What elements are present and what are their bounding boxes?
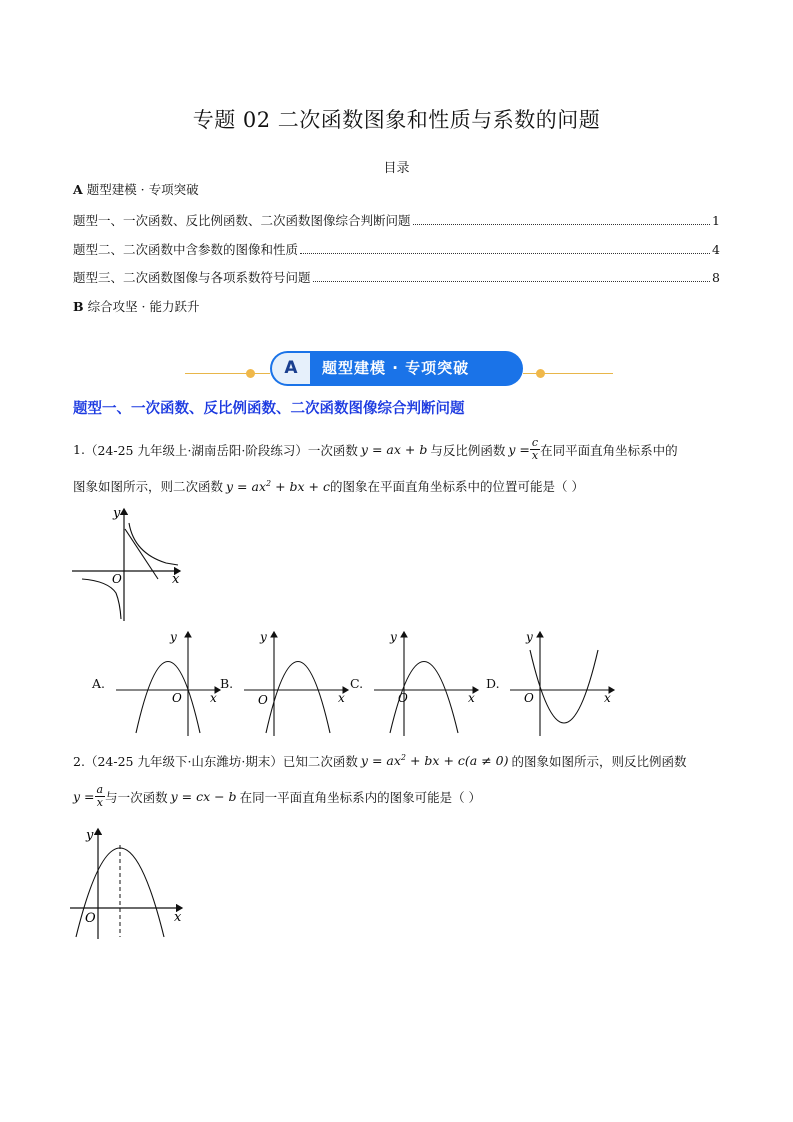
expr-part: y = ax [226, 479, 266, 494]
parabola [136, 662, 200, 734]
toc-leader-dots [313, 281, 711, 282]
banner-letter: A [272, 353, 310, 384]
y-axis-label: y [86, 828, 94, 843]
banner-right-dot [536, 369, 545, 378]
origin-label: O [258, 693, 268, 707]
toc-part-a-text: 题型建模 · 专项突破 [86, 182, 199, 197]
expr-part: y = ax [360, 753, 401, 769]
banner-left-dot [246, 369, 255, 378]
toc-item-page: 4 [712, 242, 720, 257]
toc-item-page: 8 [712, 270, 720, 285]
parabola [390, 662, 458, 734]
section-banner [270, 351, 523, 386]
q2-frac-lhs: y = [73, 789, 95, 804]
fraction-numerator: a [96, 783, 104, 796]
q2-linear-expr: y = cx − b [170, 789, 237, 804]
x-axis-label: x [338, 691, 345, 705]
y-axis-label: y [526, 630, 533, 644]
toc-heading: 目录 [383, 161, 410, 176]
page-title: 专题 02 二次函数图象和性质与系数的问题 [192, 108, 601, 132]
toc-part-a-letter: A [73, 182, 83, 197]
toc-leader-dots [300, 253, 710, 254]
q1-given-graph [68, 503, 186, 623]
q1-text: 一次函数 [307, 442, 358, 458]
q2-line1 [73, 752, 687, 770]
option-a-graph[interactable] [114, 628, 224, 738]
origin-label: O [85, 911, 96, 926]
x-axis-label: x [604, 691, 611, 705]
option-c-graph[interactable] [372, 628, 482, 738]
toc-item-label: 题型三、二次函数图像与各项系数符号问题 [73, 270, 311, 285]
toc-part-b-text: 综合攻坚 · 能力跃升 [87, 299, 200, 314]
q1-linear-expr: y = ax + b [360, 442, 428, 457]
expr-part: + bx + c [271, 479, 330, 494]
section-heading: 题型一、一次函数、反比例函数、二次函数图像综合判断问题 [73, 400, 465, 417]
q1-text: 与反比例函数 [430, 442, 506, 458]
q1-quad-expr [226, 479, 330, 494]
option-b-label[interactable]: B. [220, 676, 234, 691]
origin-label: O [172, 691, 182, 705]
q2-number: 2. [73, 753, 85, 769]
toc-leader-dots [413, 224, 711, 225]
fraction-denominator: x [531, 449, 539, 462]
toc-item-label: 题型二、二次函数中含参数的图像和性质 [73, 242, 299, 257]
fraction-denominator: x [96, 796, 103, 809]
toc-item-1[interactable] [73, 211, 720, 229]
fraction-numerator: c [530, 437, 540, 450]
q2-quad-expr [361, 753, 509, 768]
toc-item-page: 1 [712, 213, 720, 228]
hyperbola-branch-q1 [129, 523, 178, 565]
parabola [266, 662, 330, 734]
y-axis-label: y [170, 630, 177, 644]
expr-part: + bx + c(a ≠ 0) [406, 753, 509, 769]
q2-fraction [95, 784, 106, 809]
q1-text: 的图象在平面直角坐标系中的位置可能是（ ） [330, 479, 584, 494]
expr-exponent: 2 [266, 478, 272, 488]
toc-item-2[interactable] [73, 240, 720, 258]
y-axis-label: y [113, 506, 121, 521]
banner-left-line [185, 373, 270, 374]
q1-text: 在同平面直角坐标系中的 [540, 442, 678, 458]
q1-frac-lhs: y = [508, 442, 530, 457]
q2-source: （24-25 九年级下·山东潍坊·期末） [84, 754, 283, 769]
y-axis-label: y [260, 630, 267, 644]
toc-item-label: 题型一、一次函数、反比例函数、二次函数图像综合判断问题 [73, 213, 411, 228]
q2-text: 已知二次函数 [282, 754, 358, 769]
option-d-graph[interactable] [508, 628, 618, 738]
toc-part-b-letter: B [73, 299, 84, 314]
q2-line2 [73, 784, 481, 809]
x-axis-label: x [210, 691, 217, 705]
option-c-label[interactable]: C. [350, 676, 364, 691]
q1-line2 [73, 477, 584, 495]
banner-text: 题型建模 · 专项突破 [322, 359, 470, 377]
origin-label: O [112, 572, 122, 586]
q1-fraction [530, 437, 540, 462]
x-axis-label: x [468, 691, 475, 705]
x-axis-label: x [174, 910, 182, 925]
q1-text: 图象如图所示，则二次函数 [73, 479, 224, 494]
toc-part-b[interactable] [73, 297, 199, 315]
q2-text: 在同一平面直角坐标系内的图象可能是（ ） [239, 789, 482, 805]
toc-item-3[interactable] [73, 268, 720, 286]
toc-part-a[interactable] [73, 180, 199, 198]
option-d-label[interactable]: D. [486, 676, 500, 691]
q2-given-graph [68, 825, 188, 943]
y-axis-label: y [390, 630, 397, 644]
q1-number: 1. [73, 442, 85, 457]
origin-label: O [398, 691, 408, 705]
origin-label: O [524, 691, 534, 705]
q1-source: （24-25 九年级上·湖南岳阳·阶段练习） [84, 442, 308, 458]
q2-text: 与一次函数 [105, 789, 168, 805]
q2-text: 的图象如图所示，则反比例函数 [511, 754, 687, 769]
option-a-label[interactable]: A. [92, 676, 106, 691]
q1-line1 [73, 437, 678, 462]
expr-exponent: 2 [400, 753, 406, 763]
option-b-graph[interactable] [242, 628, 352, 738]
x-axis-label: x [172, 572, 180, 587]
